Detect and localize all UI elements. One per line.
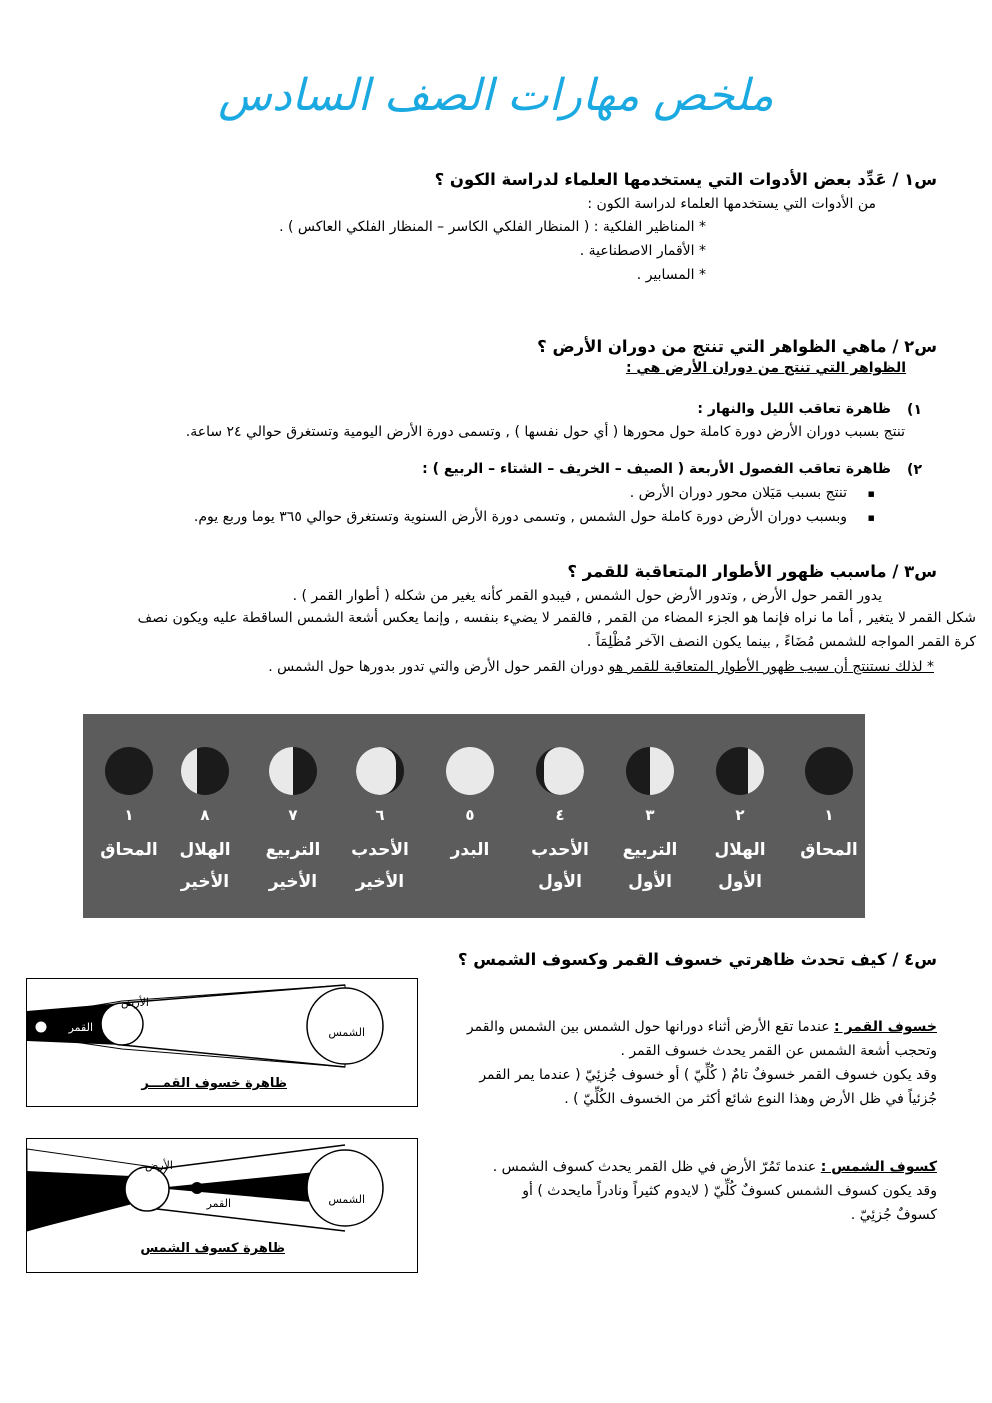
q2-subheading: الظواهر التي تنتج من دوران الأرض هي : bbox=[625, 360, 906, 376]
q1-item-3: * المسابير . bbox=[636, 267, 706, 283]
lunar-eclipse-text-1: عندما تقع الأرض أثناء دورانها حول الشمس بين الشمس والقمر bbox=[466, 1019, 835, 1035]
q1-item-1: * المناظير الفلكية : ( المنظار الفلكي الكاسر – المنظار الفلكي العاكس ) . bbox=[279, 219, 706, 235]
q2-point2-bullet-2: ▪ وبسبب دوران الأرض دورة كاملة حول الشمس , وتسمى دورة الأرض السنوية وتستغرق حوالي ٣٦٥ يوما وربع يوم. bbox=[194, 509, 847, 525]
solar-diagram-sun-label: الشمس bbox=[328, 1193, 365, 1206]
q2-point1-number: ١) bbox=[907, 402, 922, 418]
q2-point2-bullet-1: ▪ تنتج بسبب مَيَلان محور دوران الأرض . bbox=[630, 485, 847, 501]
solar-diagram-caption: ظاهرة كسوف الشمس bbox=[140, 1241, 285, 1256]
q3-line-2: شكل القمر لا يتغير , أما ما نراه فإنما هو الجزء المضاء من القمر , فالقمر لا يضيء بنفسه , وإنما يعكس أشعة الشمس الساقطة عليه ويكون نصف bbox=[137, 610, 976, 626]
phase-label: الهلال الأول bbox=[714, 840, 766, 892]
q3-line-1: يدور القمر حول الأرض , وتدور الأرض حول الشمس , فيبدو القمر كأنه يغير من شكله ( أطوار القمر ) . bbox=[292, 588, 882, 604]
lunar-diagram-earth-label: الأرض bbox=[121, 996, 149, 1009]
lunar-eclipse-heading: خسوف القمر : bbox=[834, 1019, 937, 1035]
phase-label: الأحدب الأول bbox=[531, 840, 589, 892]
phase-number: ١ bbox=[124, 806, 134, 824]
moon-phase-first-quarter-icon bbox=[626, 747, 674, 795]
lunar-eclipse-line-4: جُزئياً في ظل الأرض وهذا النوع شائع أكثر من الخسوف الكُلِّيّ ) . bbox=[564, 1091, 937, 1107]
moon-phase-waxing-crescent-icon bbox=[716, 747, 764, 795]
phase-label: الهلال الأخير bbox=[179, 840, 231, 892]
moon-phase-new-moon-icon bbox=[805, 747, 853, 795]
q1-intro: من الأدوات التي يستخدمها العلماء لدراسة الكون : bbox=[587, 196, 876, 212]
moon-phase-new-moon-last-icon bbox=[105, 747, 153, 795]
phase-number: ٦ bbox=[375, 806, 385, 824]
q2-question: س٢ / ماهي الظواهر التي تنتج من دوران الأرض ؟ bbox=[537, 337, 937, 356]
moon-phase-waning-crescent-icon bbox=[181, 747, 229, 795]
q1-question: س١ / عَدِّد بعض الأدوات التي يستخدمها العلماء لدراسة الكون ؟ bbox=[434, 170, 937, 189]
q3-line-4 bbox=[268, 659, 934, 675]
lunar-diagram-moon-label: القمر bbox=[68, 1021, 93, 1034]
q3-conclusion-rest: دوران القمر حول الأرض والتي تدور بدورها حول الشمس . bbox=[268, 659, 609, 675]
moon-phases-panel bbox=[83, 714, 865, 918]
phase-label: المحاق bbox=[800, 840, 858, 860]
q2-point1-title: ظاهرة تعاقب الليل والنهار : bbox=[697, 401, 891, 417]
phase-number: ٢ bbox=[735, 806, 745, 824]
phase-label: المحاق bbox=[100, 840, 158, 860]
q3-question: س٣ / ماسبب ظهور الأطوار المتعاقبة للقمر ؟ bbox=[567, 562, 937, 581]
phase-label: التربيع الأخير bbox=[265, 840, 321, 892]
lunar-eclipse-line-1 bbox=[467, 1019, 937, 1035]
solar-eclipse-diagram bbox=[26, 1138, 418, 1273]
q3-line-3: كرة القمر المواجه للشمس مُضَاءً , بينما يكون النصف الآخر مُظْلِمَاً . bbox=[586, 634, 976, 650]
solar-eclipse-text-1: عندما تَمُرّ الأرض في ظل القمر يحدث كسوف الشمس . bbox=[492, 1159, 821, 1175]
phase-label: البدر bbox=[450, 840, 490, 860]
phase-number: ٥ bbox=[465, 806, 475, 824]
lunar-diagram-caption: ظاهرة خسوف القمـــر bbox=[141, 1076, 287, 1091]
solar-eclipse-line-2: وقد يكون كسوف الشمس كسوفٌ كُلِّيّ ( لايدوم كثيراً ونادراً مايحدث ) أو bbox=[522, 1183, 937, 1199]
moon-phase-full-moon-icon bbox=[446, 747, 494, 795]
phase-number: ٣ bbox=[645, 806, 655, 824]
solar-eclipse-line-3: كسوفٌ جُزئِيّ . bbox=[850, 1207, 937, 1223]
solar-diagram-earth-label: الأرض bbox=[145, 1159, 173, 1172]
q3-conclusion-underlined: * لذلك نستنتج أن سبب ظهور الأطوار المتعاقبة للقمر هو bbox=[608, 659, 934, 675]
q2-point2-title: ظاهرة تعاقب الفصول الأربعة ( الصيف – الخريف – الشتاء – الربيع ) : bbox=[422, 461, 891, 477]
lunar-eclipse-diagram bbox=[26, 978, 418, 1107]
phase-number: ٤ bbox=[555, 806, 565, 824]
solar-eclipse-heading: كسوف الشمس : bbox=[820, 1159, 937, 1175]
phase-label: الأحدب الأخير bbox=[351, 840, 409, 892]
q2-point1-text: تنتج بسبب دوران الأرض دورة كاملة حول محورها ( أي حول نفسها ) , وتسمى دورة الأرض اليومية وتستغرق حوالي ٢٤ ساعة. bbox=[185, 424, 905, 440]
moon-phase-last-quarter-icon bbox=[269, 747, 317, 795]
phase-label: التربيع الأول bbox=[622, 840, 678, 892]
q1-item-2: * الأقمار الاصطناعية . bbox=[579, 243, 706, 259]
solar-eclipse-line-1 bbox=[493, 1159, 937, 1175]
lunar-eclipse-line-2: وتحجب أشعة الشمس عن القمر يحدث خسوف القمر . bbox=[620, 1043, 937, 1059]
lunar-diagram-sun-label: الشمس bbox=[328, 1026, 365, 1039]
q4-question: س٤ / كيف تحدث ظاهرتي خسوف القمر وكسوف الشمس ؟ bbox=[457, 950, 937, 969]
phase-number: ٨ bbox=[200, 806, 210, 824]
lunar-eclipse-line-3: وقد يكون خسوف القمر خسوفٌ تامٌ ( كُلِّيّ ) أو خسوف جُزئِيّ ( عندما يمر القمر bbox=[479, 1067, 937, 1083]
phase-number: ٧ bbox=[288, 806, 298, 824]
moon-phase-waning-gibbous-icon bbox=[356, 747, 404, 795]
solar-diagram-moon-label: القمر bbox=[206, 1197, 231, 1210]
phase-number: ١ bbox=[824, 806, 834, 824]
page-title: ملخص مهارات الصف السادس bbox=[218, 70, 774, 121]
q2-point2-number: ٢) bbox=[907, 462, 922, 478]
moon-phase-waxing-gibbous-icon bbox=[536, 747, 584, 795]
